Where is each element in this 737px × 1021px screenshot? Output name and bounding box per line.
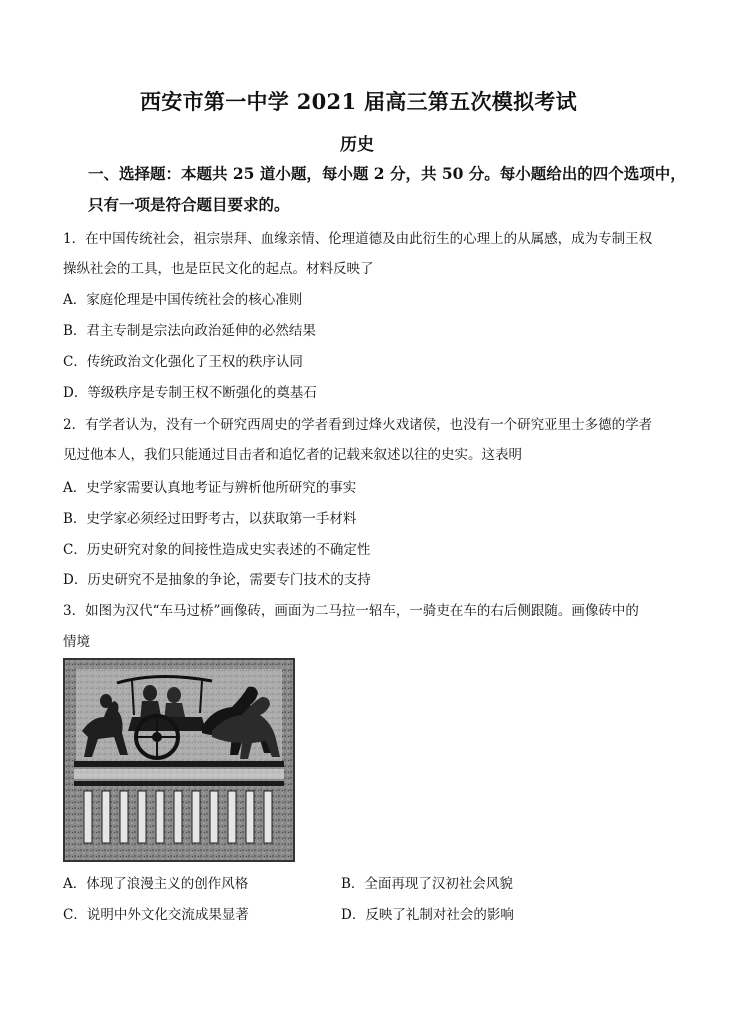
question-1-option-d: D．等级秩序是专制王权不断强化的奠基石: [63, 385, 317, 401]
question-1-stem-line1: 1．在中国传统社会，祖宗崇拜、血缘亲情、伦理道德及由此衍生的心理上的从属感，成为专制王权: [63, 231, 653, 247]
question-3-option-b: B．全面再现了汉初社会风貌: [341, 876, 513, 892]
question-1-stem-line2: 操纵社会的工具，也是臣民文化的起点。材料反映了: [63, 261, 374, 277]
question-3-stem-line2: 情境: [63, 634, 90, 650]
question-1-option-c: C．传统政治文化强化了王权的秩序认同: [63, 354, 303, 370]
question-2-option-d: D．历史研究不是抽象的争论，需要专门技术的支持: [63, 572, 371, 588]
question-2-option-a: A．史学家需要认真地考证与辨析他所研究的事实: [63, 480, 357, 496]
han-brick-chariot-image: [62, 657, 296, 863]
question-3-option-a: A．体现了浪漫主义的创作风格: [63, 876, 249, 892]
question-2-option-b: B．史学家必须经过田野考古，以获取第一手材料: [63, 511, 357, 527]
question-1-option-a: A．家庭伦理是中国传统社会的核心准则: [63, 292, 303, 308]
page-title: 西安市第一中学 2021 届高三第五次模拟考试: [140, 89, 577, 114]
question-3-stem-line1: 3．如图为汉代“车马过桥”画像砖，画面为二马拉一轺车，一骑吏在车的右后侧跟随。画像砖中的: [63, 603, 639, 619]
question-2-stem-line2: 见过他本人，我们只能通过目击者和追忆者的记载来叙述以往的史实。这表明: [63, 447, 522, 463]
section-instruction-line2: 只有一项是符合题目要求的。: [88, 195, 290, 214]
question-2-option-c: C．历史研究对象的间接性造成史实表述的不确定性: [63, 542, 371, 558]
question-2-stem-line1: 2．有学者认为，没有一个研究西周史的学者看到过烽火戏诸侯，也没有一个研究亚里士多德的学者: [63, 417, 653, 433]
question-3-option-d: D．反映了礼制对社会的影响: [341, 907, 514, 923]
section-instruction-line1: 一、选择题：本题共 25 道小题，每小题 2 分，共 50 分。每小题给出的四个选项中，: [88, 164, 686, 183]
question-1-option-b: B．君主专制是宗法向政治延伸的必然结果: [63, 323, 316, 339]
subject-heading: 历史: [340, 135, 374, 155]
question-3-option-c: C．说明中外文化交流成果显著: [63, 907, 249, 923]
